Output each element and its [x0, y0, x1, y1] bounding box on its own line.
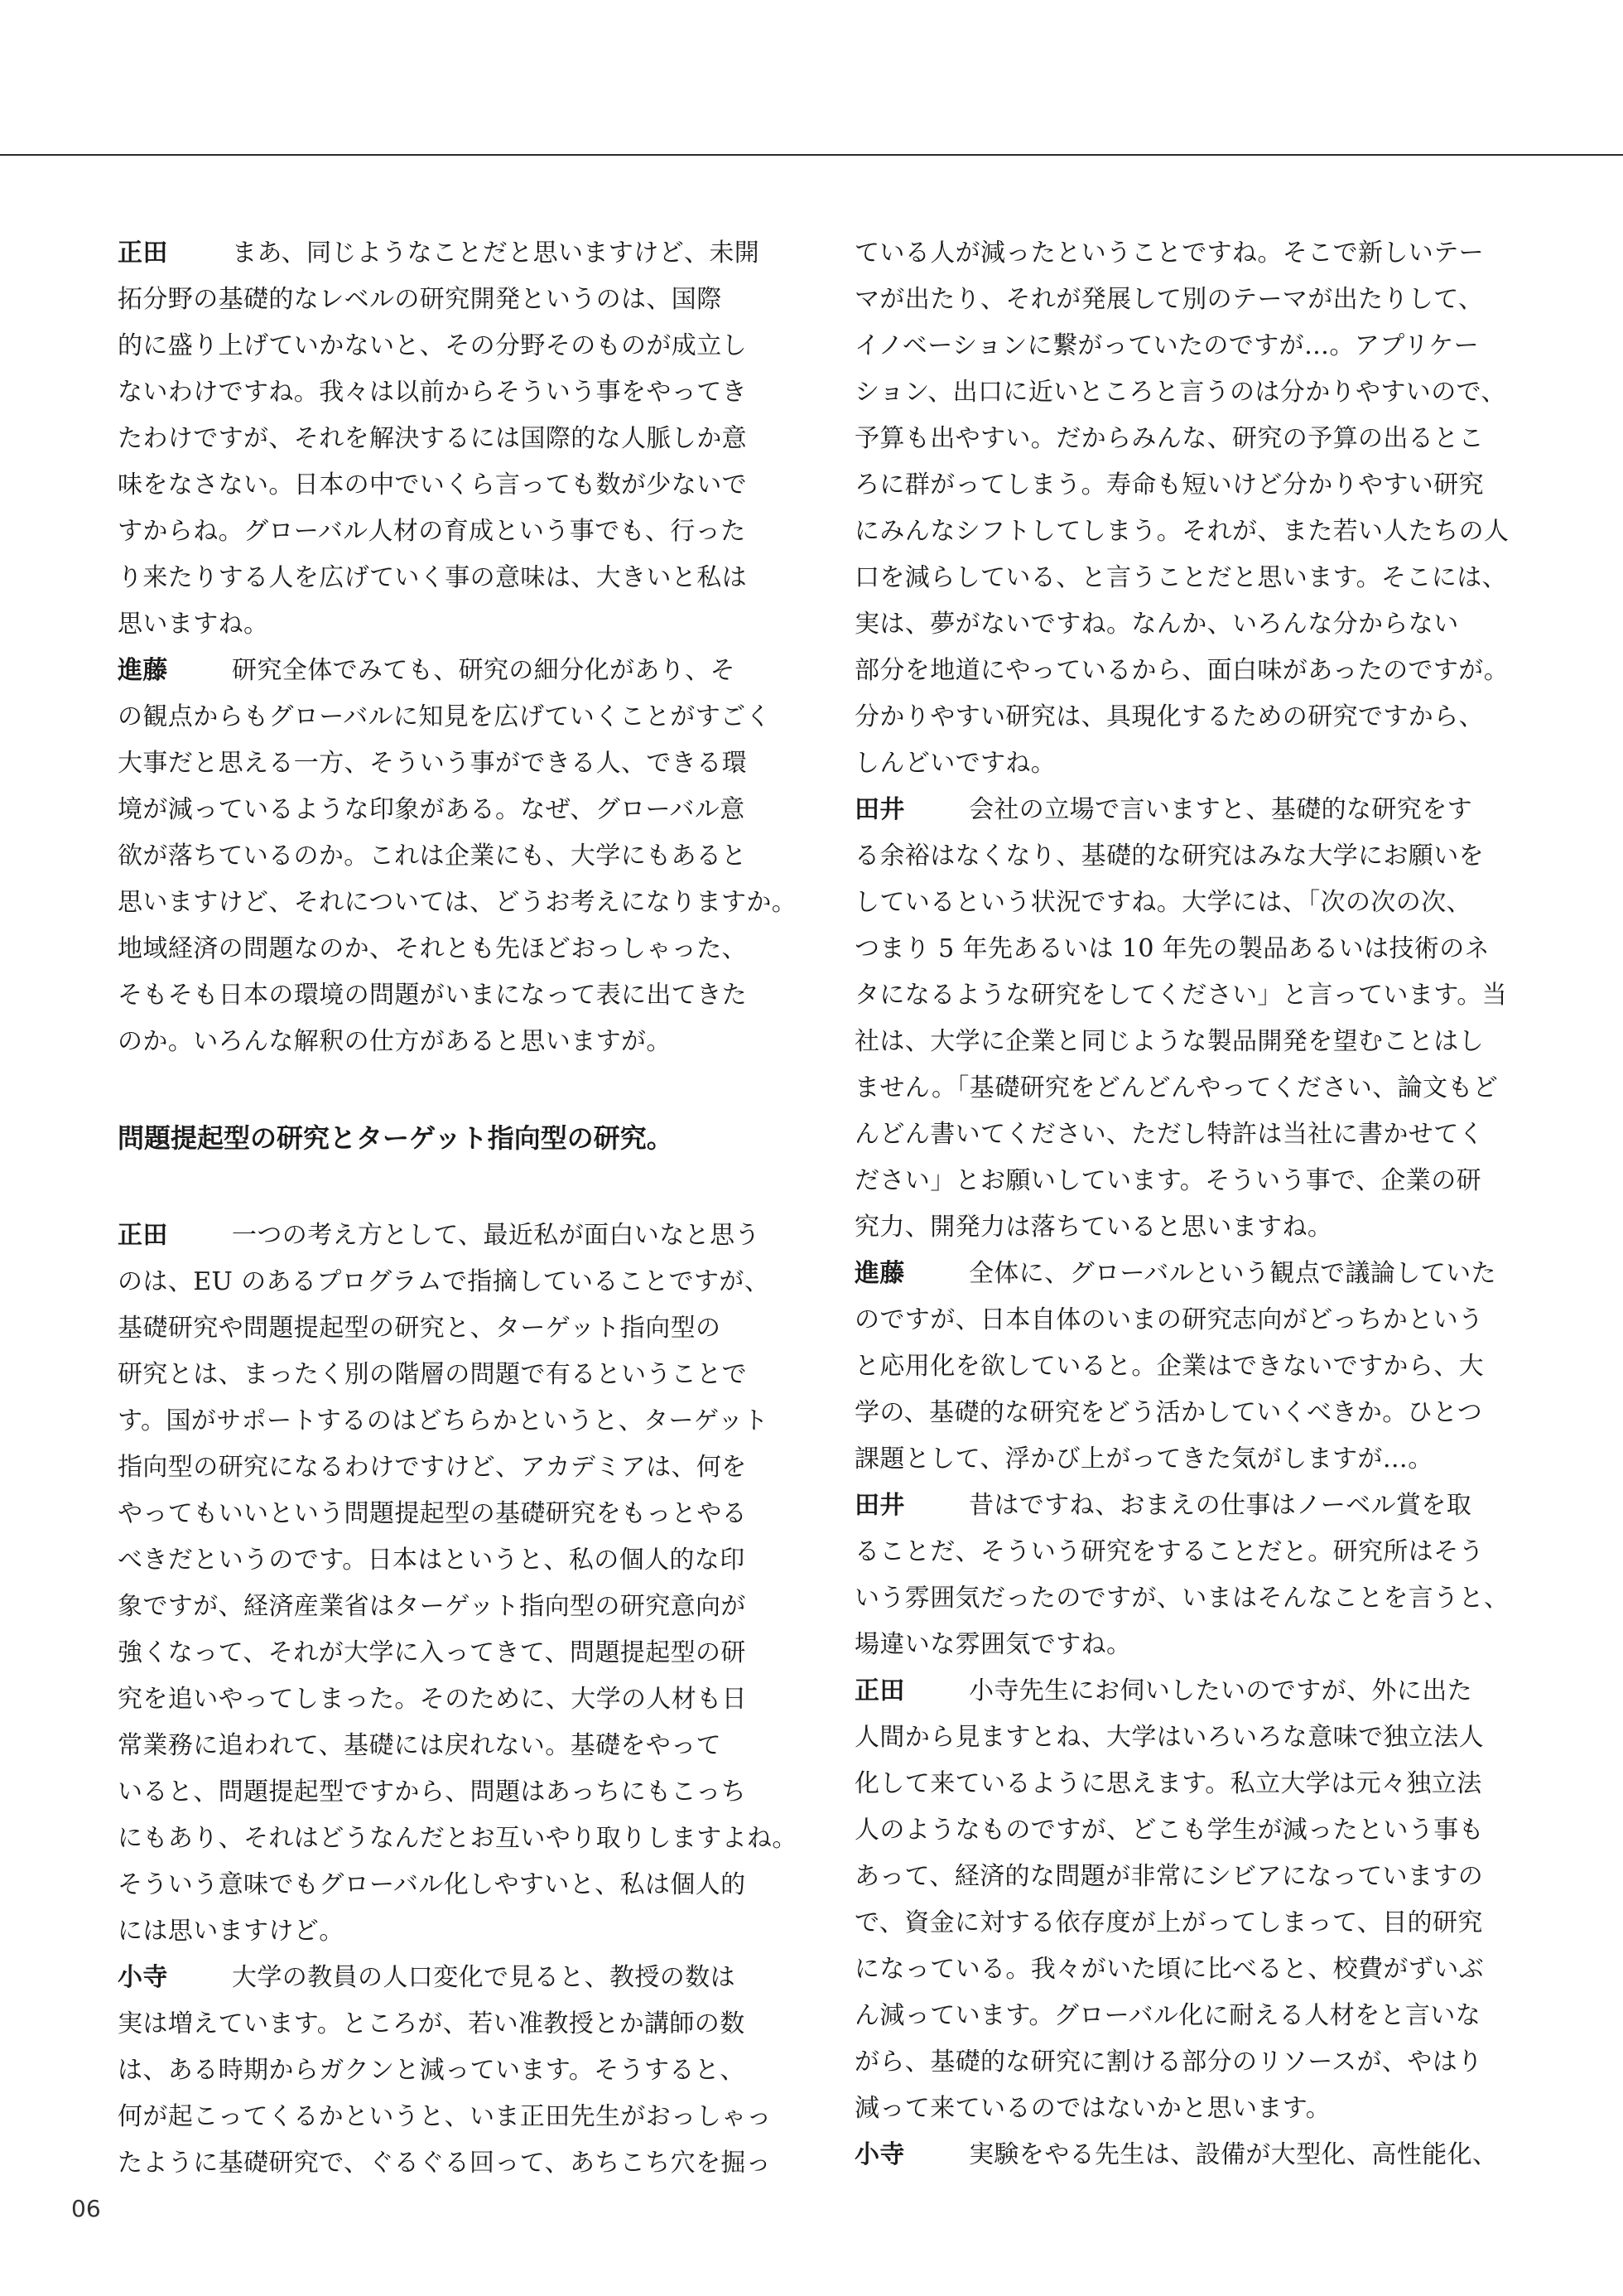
line-text: ている人が減ったということですね。そこで新しいテー — [855, 239, 1484, 268]
text-line — [118, 1259, 770, 1305]
line-text: やってもいいという問題提起型の基礎研究をもっとやる — [118, 1499, 747, 1528]
text-line — [855, 230, 1500, 277]
text-line — [118, 601, 763, 648]
text-line — [855, 2039, 1500, 2086]
text-line — [855, 1065, 1500, 1112]
line-text: まあ、同じようなことだと思いますけど、未開 — [232, 239, 760, 268]
text-line — [118, 416, 763, 462]
text-line — [855, 1715, 1500, 1761]
line-text: そもそも日本の環境の問題がいまになって表に出てきた — [118, 981, 747, 1010]
text-line — [855, 1297, 1500, 1343]
line-text: になっている。我々がいた頃に比べると、校費がずいぶ — [855, 1955, 1484, 1984]
text-line — [118, 1723, 763, 1769]
line-text: 拓分野の基礎的なレベルの研究開発というのは、国際 — [118, 285, 722, 314]
line-text: のですが、日本自体のいまの研究志向がどっちかという — [855, 1305, 1484, 1334]
line-text: 学の、基礎的な研究をどう活かしていくべきか。ひとつ — [855, 1398, 1483, 1427]
line-text: 常業務に追われて、基礎には戻れない。基礎をやって — [118, 1731, 721, 1760]
line-text: 全体に、グローバルという観点で議論していた — [969, 1259, 1496, 1288]
header-rule — [0, 154, 1623, 156]
dialogue-block — [855, 230, 1510, 787]
line-text: 昔はですね、おまえの仕事はノーベル賞を取 — [969, 1491, 1472, 1520]
line-text: 的に盛り上げていかないと、その分野そのものが成立し — [118, 331, 747, 360]
line-text: 何が起こってくるかというと、いま正田先生がおっしゃっ — [118, 2102, 772, 2131]
speaker-name: 正田 — [118, 1221, 168, 1250]
line-text: 大学の教員の人口変化で見ると、教授の数は — [232, 1963, 735, 1992]
left-dialogue-part2 — [118, 1213, 797, 2187]
text-line — [118, 1305, 763, 1352]
text-line — [118, 1955, 763, 2001]
text-line — [855, 1019, 1500, 1065]
line-text: マが出たり、それが発展して別のテーマが出たりして、 — [855, 285, 1484, 314]
text-line — [118, 2140, 772, 2187]
speaker-name: 正田 — [855, 1676, 905, 1705]
dialogue-block — [118, 1213, 797, 1955]
text-line — [118, 1630, 763, 1676]
line-text: ません。「基礎研究をどんどんやってください、論文もど — [855, 1073, 1499, 1102]
line-text: いると、問題提起型ですから、問題はあっちにもこっち — [118, 1777, 747, 1806]
text-line — [855, 694, 1500, 740]
line-text: 大事だと思える一方、そういう事ができる人、できる環 — [118, 749, 747, 778]
text-line — [118, 694, 771, 740]
line-text: しんどいですね。 — [855, 749, 1057, 778]
text-line — [118, 2001, 763, 2048]
line-text: 地域経済の問題なのか、それとも先ほどおっしゃった、 — [118, 934, 747, 963]
text-line — [855, 880, 1500, 926]
line-text: 実験をやる先生は、設備が大型化、高性能化、 — [969, 2140, 1498, 2169]
line-text: 化して来ているように思えます。私立大学は元々独立法 — [855, 1769, 1482, 1798]
line-text: 分かりやすい研究は、具現化するための研究ですから、 — [855, 702, 1484, 731]
line-text: いう雰囲気だったのですが、いまはそんなことを言うと、 — [855, 1584, 1510, 1613]
line-text: 象ですが、経済産業省はターゲット指向型の研究意向が — [118, 1592, 746, 1621]
speaker-name: 小寺 — [855, 2140, 905, 2169]
text-line — [855, 1158, 1500, 1204]
text-line — [118, 787, 763, 833]
line-text: ることだ、そういう研究をすることだと。研究所はそう — [855, 1537, 1484, 1566]
text-line — [855, 926, 1500, 972]
text-line — [855, 323, 1500, 369]
line-text: タになるような研究をしてください」と言っています。当 — [855, 981, 1507, 1010]
line-text: 人のようなものですが、どこも学生が減ったという事も — [855, 1816, 1484, 1845]
line-text: ないわけですね。我々は以前からそういう事をやってき — [118, 378, 747, 407]
text-line — [855, 648, 1510, 694]
line-text: 社は、大学に企業と同じような製品開発を望むことはし — [855, 1027, 1484, 1056]
dialogue-block — [855, 787, 1507, 1251]
line-text: る余裕はなくなり、基礎的な研究はみな大学にお願いを — [855, 842, 1484, 871]
line-text: ろに群がってしまう。寿命も短いけど分かりやすい研究 — [855, 470, 1484, 499]
text-line — [118, 369, 763, 416]
dialogue-block — [855, 1483, 1510, 1668]
text-line — [855, 972, 1507, 1019]
text-line — [855, 1575, 1510, 1622]
line-text: 味をなさない。日本の中でいくら言っても数が少ないで — [118, 470, 747, 499]
text-line — [855, 601, 1500, 648]
text-line — [118, 277, 763, 323]
dialogue-block — [855, 2132, 1500, 2178]
line-text: イノベーションに繋がっていたのですが…。アプリケー — [855, 331, 1479, 360]
speaker-name: 進藤 — [118, 656, 168, 685]
line-text: ん減っています。グローバル化に耐える人材をと言いな — [855, 2001, 1481, 2030]
text-line — [855, 833, 1500, 880]
text-line — [118, 972, 763, 1019]
line-text: 場違いな雰囲気ですね。 — [855, 1630, 1132, 1659]
line-text: のは、EU のあるプログラムで指摘していることですが、 — [118, 1267, 770, 1296]
line-text: 実は、夢がないですね。なんか、いろんな分からない — [855, 610, 1459, 639]
text-line — [855, 416, 1500, 462]
text-line — [855, 1668, 1500, 1715]
line-text: の観点からもグローバルに知見を広げていくことがすごく — [118, 702, 771, 731]
text-line — [855, 369, 1506, 416]
dialogue-block — [118, 230, 763, 648]
line-text: 欲が落ちているのか。これは企業にも、大学にもあると — [118, 842, 747, 871]
line-text: 思いますけど、それについては、どうお考えになりますか。 — [118, 888, 797, 917]
text-line — [118, 323, 763, 369]
text-line — [855, 1436, 1500, 1483]
line-text: 予算も出やすい。だからみんな、研究の予算の出るとこ — [855, 424, 1484, 453]
text-line — [118, 509, 763, 555]
text-line — [118, 833, 763, 880]
text-line — [118, 1019, 763, 1065]
text-line — [855, 740, 1500, 787]
text-line — [118, 740, 763, 787]
text-line — [855, 2086, 1500, 2132]
line-text: そういう意味でもグローバル化しやすいと、私は個人的 — [118, 1870, 746, 1899]
text-line — [118, 1862, 763, 1908]
text-line — [118, 2048, 763, 2094]
line-text: ション、出口に近いところと言うのは分かりやすいので、 — [855, 378, 1506, 407]
text-line — [118, 1537, 763, 1584]
line-text: 思いますね。 — [118, 610, 269, 639]
line-text: 減って来ているのではないかと思います。 — [855, 2094, 1332, 2123]
left-column — [118, 230, 797, 2187]
text-line — [855, 1483, 1500, 1529]
line-text: は、ある時期からガクンと減っています。そうすると、 — [118, 2056, 745, 2085]
line-text: 研究全体でみても、研究の細分化があり、そ — [232, 656, 735, 685]
text-line — [118, 1445, 763, 1491]
text-line — [118, 1584, 763, 1630]
text-line — [855, 1946, 1500, 1993]
text-line — [118, 880, 797, 926]
line-text: 口を減らしている、と言うことだと思います。そこには、 — [855, 563, 1507, 592]
right-dialogue — [855, 230, 1510, 2178]
line-text: んどん書いてください、ただし特許は当社に書かせてく — [855, 1120, 1484, 1149]
text-line — [118, 1816, 797, 1862]
line-text: と応用化を欲していると。企業はできないですから、大 — [855, 1352, 1484, 1381]
line-text: のか。いろんな解釈の仕方があると思いますが。 — [118, 1027, 672, 1056]
line-text: 研究とは、まったく別の階層の問題で有るということで — [118, 1360, 747, 1389]
text-line — [855, 787, 1500, 833]
speaker-name: 進藤 — [855, 1259, 905, 1288]
text-line — [118, 1398, 768, 1445]
line-text: 部分を地道にやっているから、面白味があったのですが。 — [855, 656, 1510, 685]
line-text: ださい」とお願いしています。そういう事で、企業の研 — [855, 1166, 1481, 1195]
line-text: には思いますけど。 — [118, 1917, 344, 1946]
text-line — [855, 1900, 1500, 1946]
text-line — [118, 1676, 763, 1723]
speaker-name: 田井 — [855, 795, 905, 824]
line-text: 会社の立場で言いますと、基礎的な研究をす — [969, 795, 1472, 824]
text-line — [118, 648, 763, 694]
line-text: 基礎研究や問題提起型の研究と、ターゲット指向型の — [118, 1314, 721, 1343]
line-text: 境が減っているような印象がある。なぜ、グローバル意 — [118, 795, 745, 824]
text-line — [855, 1390, 1500, 1436]
line-text: あって、経済的な問題が非常にシビアになっていますの — [855, 1862, 1484, 1891]
line-text: べきだというのです。日本はというと、私の個人的な印 — [118, 1546, 745, 1575]
text-line — [118, 2094, 772, 2140]
text-line — [855, 2132, 1500, 2178]
line-text: 究を追いやってしまった。そのために、大学の人材も日 — [118, 1685, 747, 1714]
line-text: 小寺先生にお伺いしたいのですが、外に出た — [969, 1676, 1472, 1705]
text-line — [118, 555, 763, 601]
text-line — [855, 1204, 1500, 1251]
line-text: 実は増えています。ところが、若い准教授とか講師の数 — [118, 2009, 745, 2038]
left-dialogue-part1 — [118, 230, 797, 1065]
text-line — [855, 1622, 1500, 1668]
speaker-name: 田井 — [855, 1491, 905, 1520]
text-line — [118, 1213, 763, 1259]
text-line — [118, 1908, 763, 1955]
line-text: にみんなシフトしてしまう。それが、また若い人たちの人 — [855, 517, 1510, 546]
line-text: 課題として、浮かび上がってきた気がしますが…。 — [855, 1445, 1433, 1474]
right-column — [855, 230, 1510, 2178]
text-line — [855, 1251, 1500, 1297]
line-text: たように基礎研究で、ぐるぐる回って、あちこち穴を掘っ — [118, 2149, 772, 2178]
text-line — [855, 555, 1507, 601]
text-line — [855, 277, 1500, 323]
text-line — [118, 1352, 763, 1398]
line-text: つまり 5 年先あるいは 10 年先の製品あるいは技術のネ — [855, 934, 1491, 963]
line-text: で、資金に対する依存度が上がってしまって、目的研究 — [855, 1908, 1483, 1937]
line-text: 究力、開発力は落ちていると思いますね。 — [855, 1213, 1333, 1242]
line-text: 指向型の研究になるわけですけど、アカデミアは、何を — [118, 1453, 747, 1482]
text-line — [855, 1529, 1500, 1575]
line-text: 人間から見ますとね、大学はいろいろな意味で独立法人 — [855, 1723, 1484, 1752]
line-text: にもあり、それはどうなんだとお互いやり取りしますよね。 — [118, 1824, 797, 1853]
line-text: たわけですが、それを解決するには国際的な人脈しか意 — [118, 424, 747, 453]
dialogue-block — [118, 648, 797, 1065]
text-line — [855, 1854, 1500, 1900]
text-line — [118, 462, 763, 509]
text-line — [118, 1491, 763, 1537]
text-line — [118, 230, 763, 277]
text-line — [855, 1761, 1500, 1807]
text-line — [855, 509, 1510, 555]
text-line — [118, 1769, 763, 1816]
dialogue-block — [118, 1955, 772, 2187]
section-heading: 問題提起型の研究とターゲット指向型の研究。 — [118, 1122, 673, 1154]
speaker-name: 小寺 — [118, 1963, 168, 1992]
line-text: 強くなって、それが大学に入ってきて、問題提起型の研 — [118, 1638, 746, 1667]
text-line — [118, 926, 763, 972]
line-text: す。国がサポートするのはどちらかというと、ターゲット — [118, 1406, 768, 1435]
text-line — [855, 1343, 1500, 1390]
dialogue-block — [855, 1668, 1500, 2132]
text-line — [855, 462, 1500, 509]
text-line — [855, 1807, 1500, 1854]
line-text: しているという状況ですね。大学には、「次の次の次、 — [855, 888, 1471, 917]
page-number: 06 — [71, 2195, 101, 2222]
line-text: り来たりする人を広げていく事の意味は、大きいと私は — [118, 563, 747, 592]
text-line — [855, 1112, 1500, 1158]
dialogue-block — [855, 1251, 1500, 1483]
line-text: すからね。グローバル人材の育成という事でも、行った — [118, 517, 746, 546]
line-text: がら、基礎的な研究に割ける部分のリソースが、やはり — [855, 2048, 1483, 2077]
speaker-name: 正田 — [118, 239, 168, 268]
text-line — [855, 1993, 1500, 2039]
line-text: 一つの考え方として、最近私が面白いなと思う — [232, 1221, 760, 1250]
